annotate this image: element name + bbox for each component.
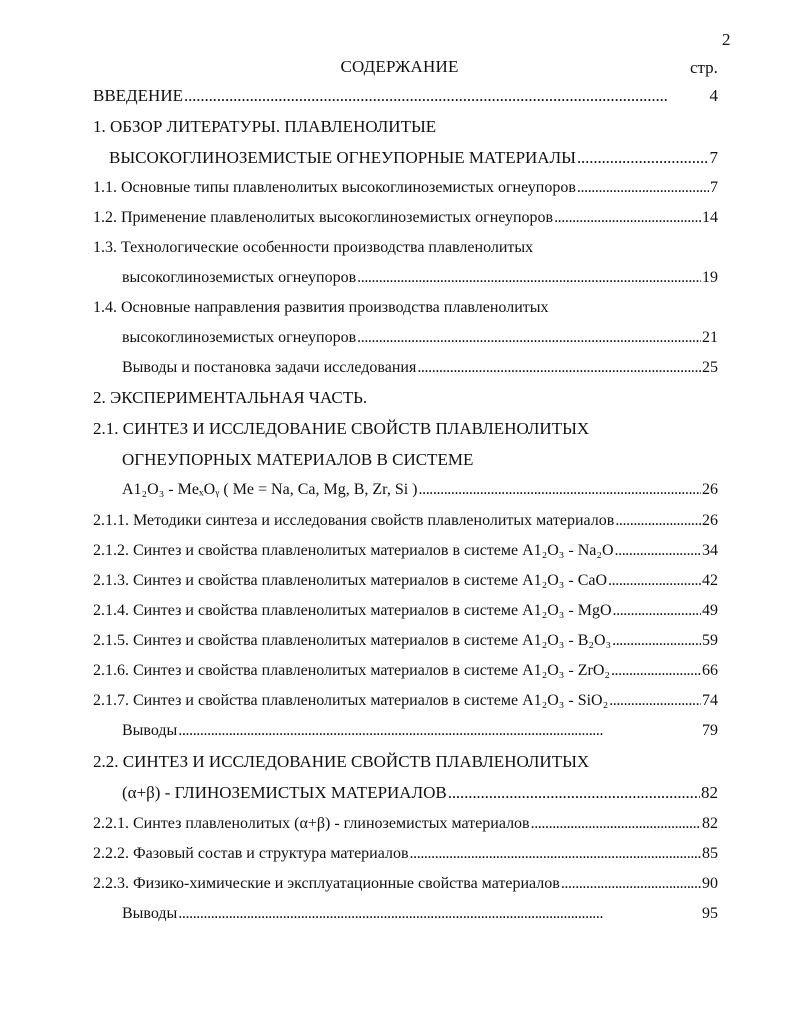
toc-entry-2-1 [93,419,589,439]
dot-leader [417,358,701,378]
toc-entry-page: 90 [702,875,718,892]
toc-entry-text: Выводы [122,722,178,739]
toc-entry-conclusions-2-1 [122,721,718,741]
toc-entry-text: (α+β) - ГЛИНОЗЕМИСТЫХ МАТЕРИАЛОВ [122,783,447,802]
toc-entry-page: 4 [709,86,718,105]
toc-entry-2-2-cont [122,783,718,803]
toc-entry-2-1-6 [93,661,718,681]
toc-entry-conclusions-1 [122,358,718,378]
dot-leader [561,874,701,894]
toc-entry-text: ВЫСОКОГЛИНОЗЕМИСТЫЕ ОГНЕУПОРНЫЕ МАТЕРИАЛЫ [109,148,576,167]
dot-leader [531,814,701,834]
toc-entry-text: 1.2. Применение плавленолитых высокоглиноземистых огнеупоров [93,209,554,226]
toc-entry-text: 2.2.3. Физико-химические и эксплуатационные свойства материалов [93,875,560,892]
toc-entry-chapter-2 [93,388,367,408]
toc-entry-page: 82 [702,815,718,832]
dot-leader [615,541,702,561]
toc-entry-1-4 [93,298,549,318]
toc-entry-2-2-2 [93,844,718,864]
toc-entry-page: 74 [702,692,718,709]
toc-entry-page: 82 [701,783,718,802]
toc-entry-text: 2.1.3. Синтез и свойства плавленолитых материалов в системе A1₂O₃ - CaO [93,572,608,589]
toc-entry-page: 66 [702,662,718,679]
toc-entry-page: 26 [702,481,718,498]
toc-entry-2-1-7 [93,691,718,711]
dot-leader [178,904,701,924]
toc-entry-text: 2.1.4. Синтез и свойства плавленолитых материалов в системе A1₂O₃ - MgO [93,602,612,619]
toc-entry-text: высокоглиноземистых огнеупоров [122,329,357,346]
toc-entry-page: 85 [702,845,718,862]
toc-entry-2-1-3 [93,571,718,591]
dot-leader [184,86,709,106]
toc-entry-page: 25 [702,359,718,376]
toc-entry-page: 7 [709,148,718,167]
dot-leader [615,511,701,531]
toc-entry-text: 2.2.1. Синтез плавленолитых (α+β) - глиноземистых материалов [93,815,530,832]
toc-entry-text: 1.4. Основные направления развития производства плавленолитых [93,299,549,316]
dot-leader [178,721,701,741]
dot-leader [577,178,709,198]
dot-leader [611,661,701,681]
toc-entry-text: Выводы и постановка задачи исследования [122,359,417,376]
toc-entry-page: 21 [702,329,718,346]
toc-entry-page: 14 [702,209,718,226]
toc-entry-page: 79 [702,722,718,739]
dot-leader [612,631,701,651]
toc-entry-2-1-1 [93,511,718,531]
dot-leader [448,783,700,803]
toc-entry-1-3 [93,238,533,258]
toc-title: СОДЕРЖАНИЕ [340,57,459,76]
toc-entry-page: 19 [702,269,718,286]
toc-entry-text: 2.1.7. Синтез и свойства плавленолитых материалов в системе A1₂O₃ - SiO₂ [93,692,609,709]
toc-entry-chapter-1 [93,117,436,137]
dot-leader [577,148,709,168]
toc-entry-page: 59 [702,632,718,649]
toc-entry-text: 1.1. Основные типы плавленолитых высокоглиноземистых огнеупоров [93,179,576,196]
toc-entry-text: 2.1.1. Методики синтеза и исследования свойств плавленолитых материалов [93,512,615,529]
toc-entry-2-2-3 [93,874,718,894]
toc-entry-page: 7 [710,179,718,196]
toc-entry-2-2-1 [93,814,718,834]
dot-leader [419,480,702,500]
dot-leader [554,208,701,228]
page-number: 2 [722,30,731,49]
toc-entry-2-1-5 [93,631,718,651]
dot-leader [410,844,701,864]
toc-entry-2-2 [93,752,589,772]
toc-entry-page: 42 [702,572,718,589]
toc-entry-2-1-formula [122,480,718,500]
toc-entry-page: 26 [702,512,718,529]
toc-entry-text: A1₂O₃ - MeₓOᵧ ( Me = Na, Ca, Mg, B, Zr, Si ) [122,481,418,498]
toc-entry-text: Выводы [122,905,178,922]
toc-entry-page: 49 [702,602,718,619]
toc-entry-text: 2.1.6. Синтез и свойства плавленолитых материалов в системе A1₂O₃ - ZrO₂ [93,662,610,679]
toc-entry-text: 2.2.2. Фазовый состав и структура материалов [93,845,409,862]
toc-entry-text: ВВЕДЕНИЕ [93,86,183,105]
toc-entry-text: 1. ОБЗОР ЛИТЕРАТУРЫ. ПЛАВЛЕНОЛИТЫЕ [93,117,437,136]
toc-entry-2-1-4 [93,601,718,621]
toc-entry-chapter-1-cont [109,148,718,168]
toc-entry-text: 2.1. СИНТЕЗ И ИССЛЕДОВАНИЕ СВОЙСТВ ПЛАВЛЕНОЛИТЫХ [93,419,590,438]
toc-entry-text: 2.2. СИНТЕЗ И ИССЛЕДОВАНИЕ СВОЙСТВ ПЛАВЛЕНОЛИТЫХ [93,752,590,771]
dot-leader [613,601,702,621]
dot-leader [609,691,701,711]
toc-entry-page: 95 [702,905,718,922]
toc-entry-conclusions-2-2 [122,904,718,924]
toc-entry-1-4-cont [122,328,718,348]
toc-entry-1-2 [93,208,718,228]
toc-entry-2-1-cont [122,450,473,470]
toc-entry-1-1 [93,178,718,198]
dot-leader [357,328,701,348]
toc-entry-page: 34 [702,542,718,559]
toc-entry-text: высокоглиноземистых огнеупоров [122,269,357,286]
dot-leader [357,268,701,288]
page-column-label: стр. [690,58,718,77]
toc-entry-2-1-2 [93,541,718,561]
toc-entry-text: 2. ЭКСПЕРИМЕНТАЛЬНАЯ ЧАСТЬ. [93,388,368,407]
toc-entry-text: 2.1.2. Синтез и свойства плавленолитых материалов в системе A1₂O₃ - Na₂O [93,542,614,559]
toc-entry-1-3-cont [122,268,718,288]
toc-entry-text: ОГНЕУПОРНЫХ МАТЕРИАЛОВ В СИСТЕМЕ [122,450,474,469]
dot-leader [608,571,701,591]
toc-entry-text: 2.1.5. Синтез и свойства плавленолитых материалов в системе A1₂O₃ - B₂O₃ [93,632,612,649]
toc-entry-text: 1.3. Технологические особенности производства плавленолитых [93,239,534,256]
toc-entry-introduction [93,86,718,106]
